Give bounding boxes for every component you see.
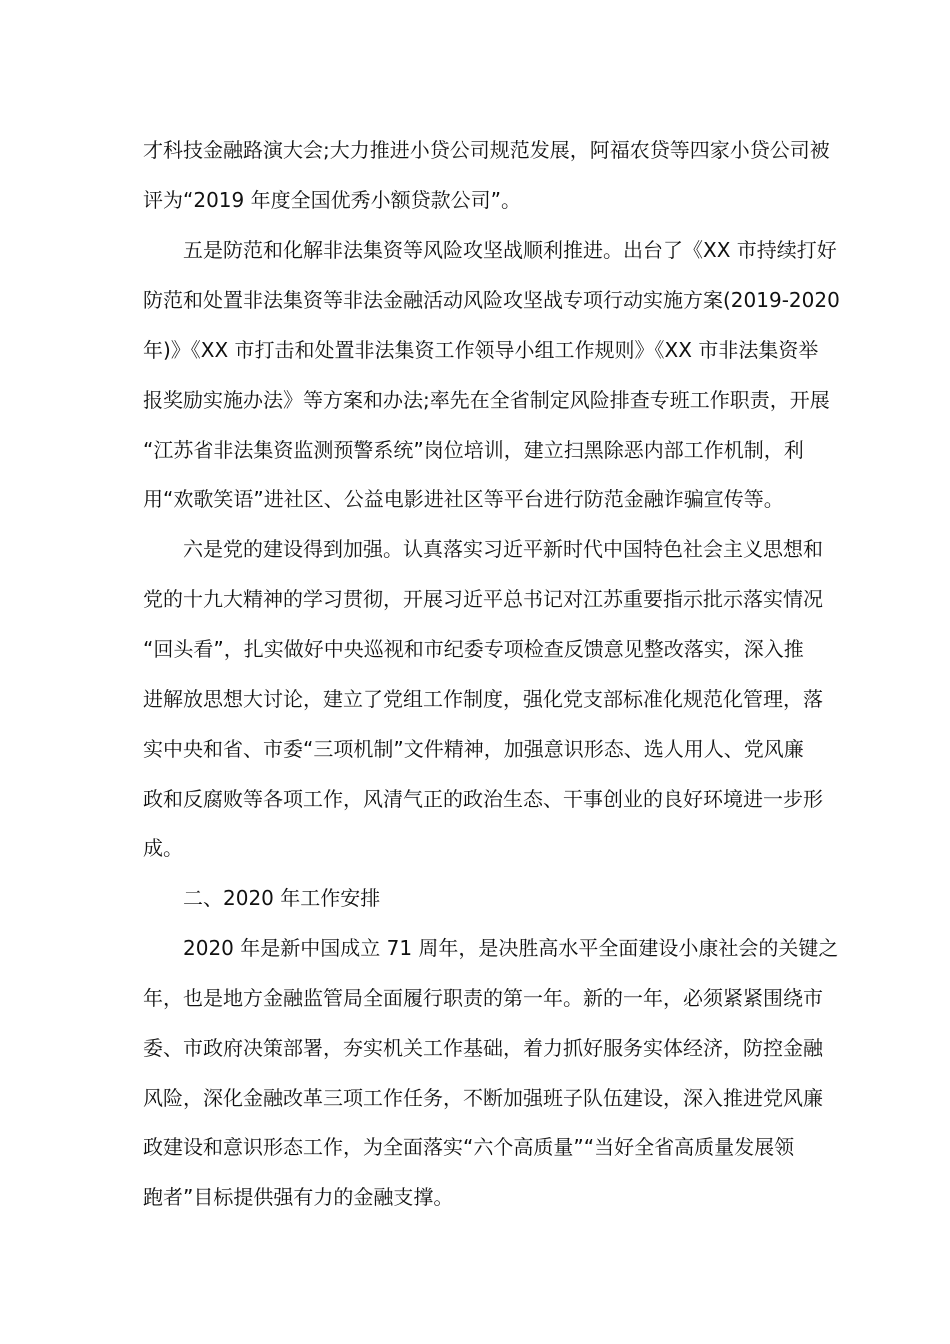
text-line: 实中央和省、市委“三项机制”文件精神，加强意识形态、选人用人、党风廉 <box>143 737 804 761</box>
paragraph-start-line: 五是防范和化解非法集资等风险攻坚战顺利推进。出台了《XX 市持续打好 <box>183 238 837 262</box>
text-line: 党的十九大精神的学习贯彻，开展习近平总书记对江苏重要指示批示落实情况 <box>143 587 823 611</box>
paragraph-start-line: 2020 年是新中国成立 71 周年，是决胜高水平全面建设小康社会的关键之 <box>183 936 839 960</box>
text-line: 评为“2019 年度全国优秀小额贷款公司”。 <box>143 188 521 212</box>
text-line: “回头看”，扎实做好中央巡视和市纪委专项检查反馈意见整改落实，深入推 <box>143 637 804 661</box>
text-line: 才科技金融路演大会;大力推进小贷公司规范发展，阿福农贷等四家小贷公司被 <box>143 138 830 162</box>
text-line: 风险，深化金融改革三项工作任务，不断加强班子队伍建设，深入推进党风廉 <box>143 1086 823 1110</box>
text-line: 政建设和意识形态工作，为全面落实“六个高质量”“当好全省高质量发展领 <box>143 1135 795 1159</box>
text-line: 用“欢歌笑语”进社区、公益电影进社区等平台进行防范金融诈骗宣传等。 <box>143 487 784 511</box>
text-line: 成。 <box>143 836 183 860</box>
text-line: 年，也是地方金融监管局全面履行职责的第一年。新的一年，必须紧紧围绕市 <box>143 986 823 1010</box>
text-line: 委、市政府决策部署，夯实机关工作基础，着力抓好服务实体经济，防控金融 <box>143 1036 823 1060</box>
text-line: 年)》《XX 市打击和处置非法集资工作领导小组工作规则》《XX 市非法集资举 <box>143 338 819 362</box>
text-line: 跑者”目标提供强有力的金融支撑。 <box>143 1185 454 1209</box>
text-line: 进解放思想大讨论，建立了党组工作制度，强化党支部标准化规范化管理，落 <box>143 687 823 711</box>
text-line: 报奖励实施办法》等方案和办法;率先在全省制定风险排查专班工作职责，开展 <box>143 388 830 412</box>
paragraph-start-line: 六是党的建设得到加强。认真落实习近平新时代中国特色社会主义思想和 <box>183 537 823 561</box>
text-line: 政和反腐败等各项工作，风清气正的政治生态、干事创业的良好环境进一步形 <box>143 787 823 811</box>
text-line: 防范和处置非法集资等非法金融活动风险攻坚战专项行动实施方案(2019-2020 <box>143 288 840 312</box>
section-heading: 二、2020 年工作安排 <box>183 886 381 910</box>
text-line: “江苏省非法集资监测预警系统”岗位培训，建立扫黑除恶内部工作机制，利 <box>143 438 804 462</box>
